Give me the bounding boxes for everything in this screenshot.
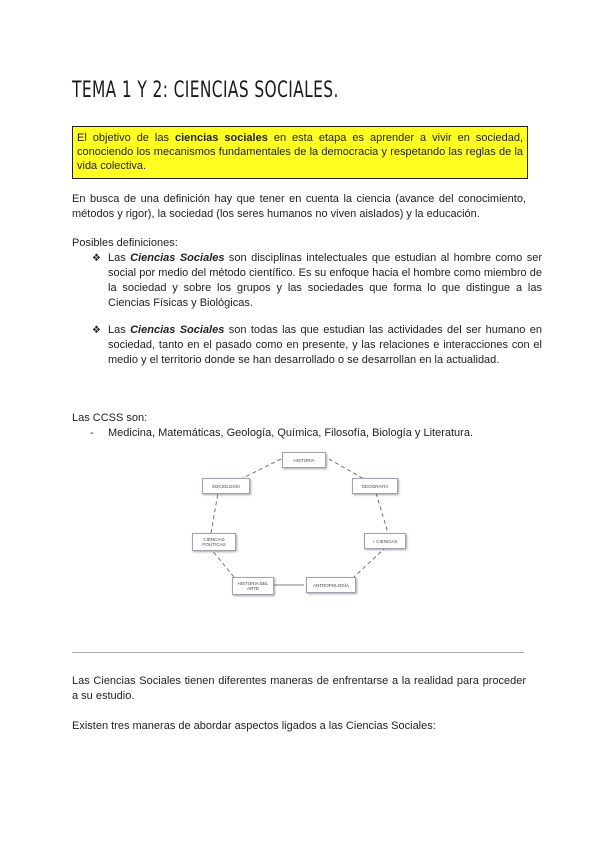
definition-2-text: son todas las que estudian las actividades del ser humano en sociedad, tanto en el pasado como en presente, y las relaciones e interacciones con el medio y el territorio donde se han desarrollado o se desarrollan en la actualidad.: [108, 324, 542, 366]
ccss-label: Las CCSS son:: [72, 412, 148, 424]
node-ciencias-politicas: CIENCIAS POLÍTICAS: [192, 533, 236, 551]
intro-paragraph: En busca de una definición hay que tener en cuenta la ciencia (avance del conocimiento, métodos y rigor), la sociedad (los seres humanos no viven aislados) y la educación.: [72, 193, 526, 220]
definition-1-text: son disciplinas intelectuales que estudian al hombre como ser social por medio del método científico. Es su enfoque hacia el hombre como miembro de la sociedad y sobre los grupos y las sociedades que forma lo que distingue a las Ciencias Físicas y Biológicas.: [108, 252, 542, 309]
definition-2: [92, 323, 542, 368]
ciencias-sociales-diagram: [186, 447, 416, 597]
definitions-label: Posibles definiciones:: [72, 237, 178, 249]
node-historia-del-arte: HISTORIA DEL ARTE: [232, 577, 274, 595]
node-mas-ciencias: + CIENCIAS: [364, 533, 406, 549]
connector-line: [376, 493, 388, 533]
closing-paragraph-1: Las Ciencias Sociales tienen diferentes maneras de enfrentarse a la realidad para proceder a su estudio.: [72, 675, 526, 702]
connector-line: [354, 547, 386, 577]
diagram-connectors: [186, 447, 416, 597]
definition-2-lead: Las: [108, 324, 131, 336]
objective-box: [72, 126, 528, 179]
dash-bullet-icon: -: [90, 427, 94, 439]
node-antropologia: ANTROPOLOGÍA: [306, 577, 356, 593]
definition-2-term: Ciencias Sociales: [130, 324, 225, 336]
node-geografia: GEOGRAFÍA: [352, 478, 398, 494]
connector-line: [329, 459, 364, 479]
objective-bold: ciencias sociales: [174, 132, 268, 144]
objective-suffix: en esta etapa es aprender a vivir en sociedad, conociendo los mecanismos fundamentales de la democracia y respetando las reglas de la vida colectiva.: [77, 132, 523, 172]
node-historia: HISTORIA: [282, 452, 326, 468]
definition-1: [92, 251, 542, 311]
ccss-list-item: [90, 426, 473, 441]
connector-line: [241, 459, 281, 479]
closing-paragraph-2: Existen tres maneras de abordar aspectos ligados a las Ciencias Sociales:: [72, 720, 436, 732]
ccss-item-text: Medicina, Matemáticas, Geología, Química, Filosofía, Biología y Literatura.: [108, 427, 473, 439]
connector-line: [211, 549, 234, 577]
page-title: TEMA 1 Y 2: CIENCIAS SOCIALES.: [72, 78, 339, 103]
horizontal-divider: [72, 652, 524, 653]
objective-prefix: El objetivo de las: [77, 132, 175, 144]
connector-line: [211, 493, 218, 533]
node-sociologia: SOCIOLOGÍA: [202, 478, 250, 494]
definition-1-term: Ciencias Sociales: [130, 252, 225, 264]
diamond-bullet-icon: ❖: [92, 325, 101, 336]
definition-1-lead: Las: [108, 252, 131, 264]
diamond-bullet-icon: ❖: [92, 253, 101, 264]
